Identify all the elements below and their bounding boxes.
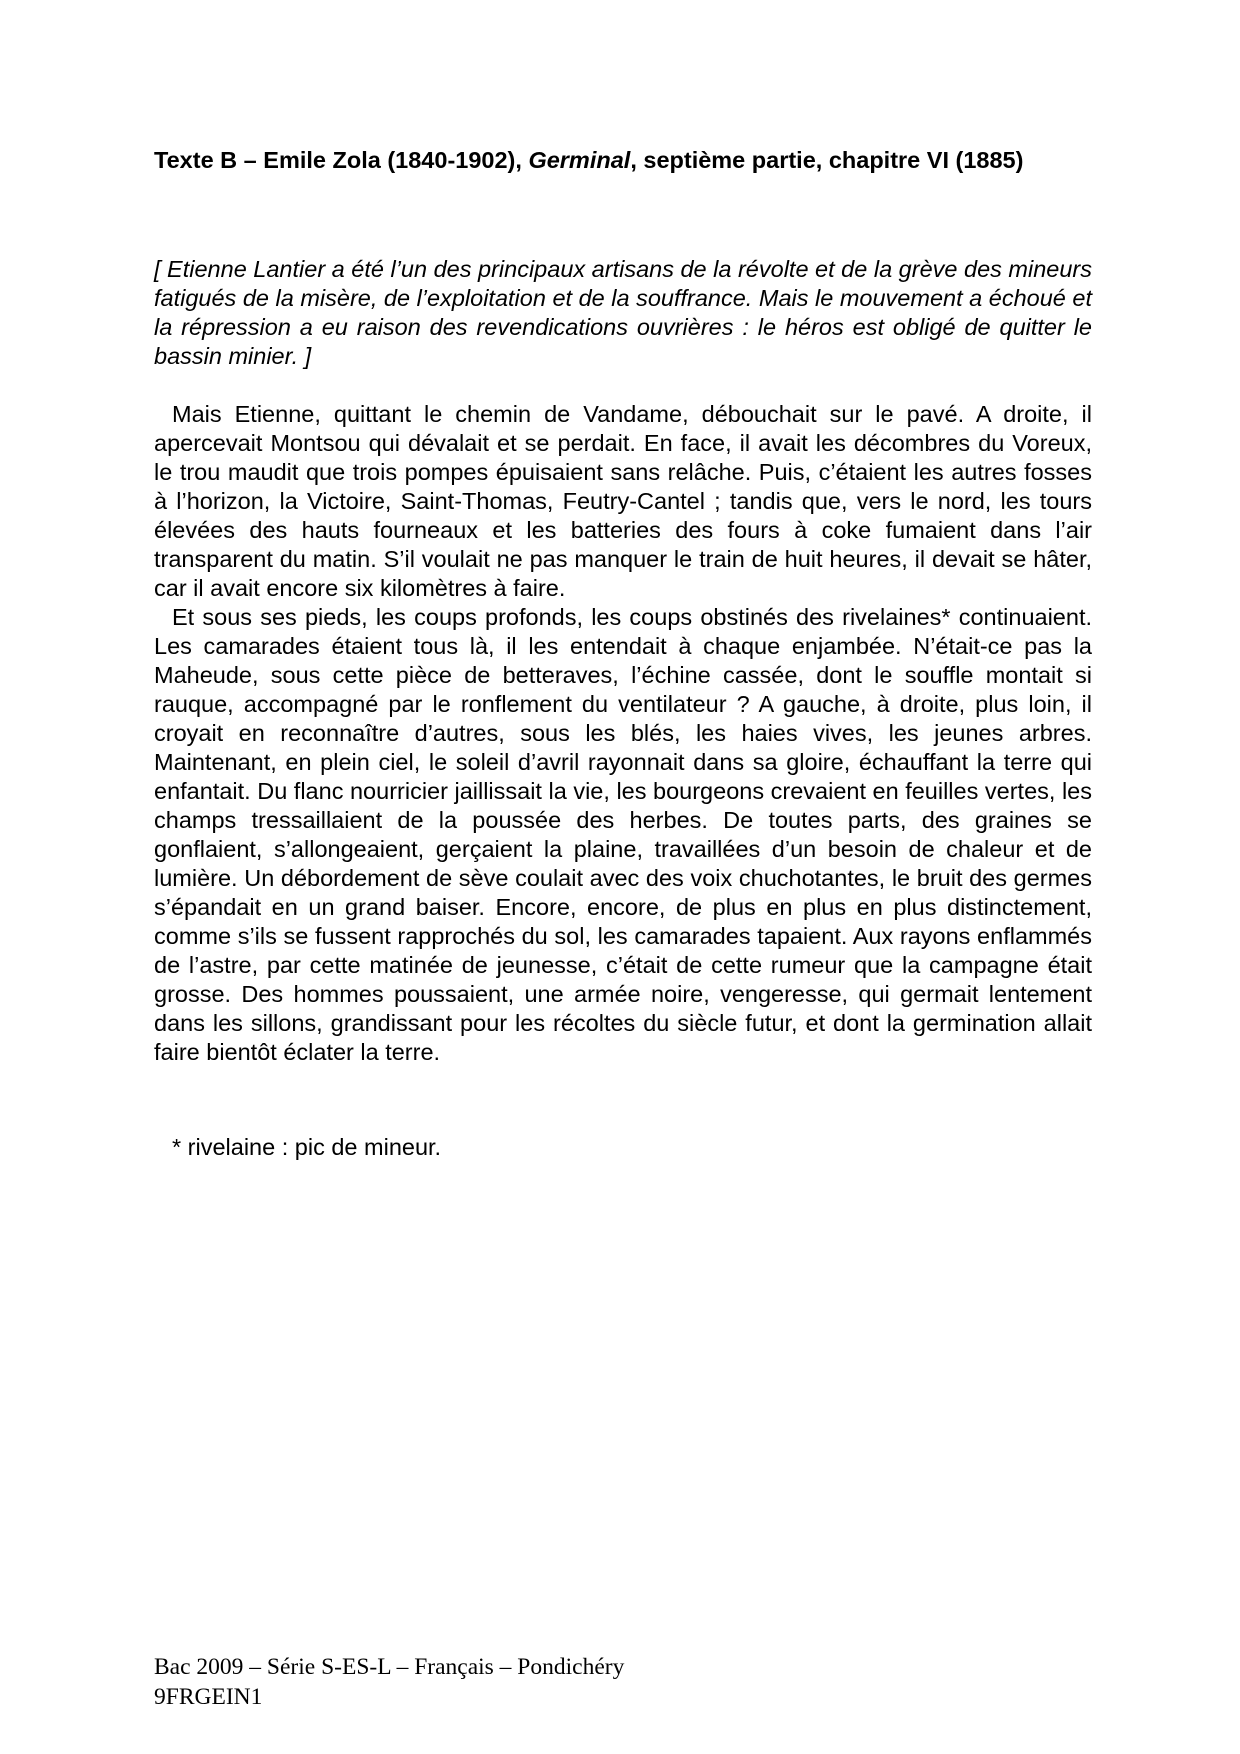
heading-prefix: Texte B – Emile Zola (1840-1902), — [154, 147, 529, 173]
document-body — [154, 146, 1092, 1162]
document-heading — [154, 146, 1092, 175]
heading-suffix: , septième partie, chapitre VI (1885) — [630, 147, 1024, 173]
text-paragraph-1: Mais Etienne, quittant le chemin de Vandame, débouchait sur le pavé. A droite, il apercevait Montsou qui dévalait et se perdait. En face, il avait les décombres du Voreux, le trou maudit que trois pompes épuisaient sans relâche. Puis, c’étaient les autres fosses à l’horizon, la Victoire, Saint-Thomas, Feutry-Cantel ; tandis que, vers le nord, les tours élevées des hauts fourneaux et les batteries des fours à coke fumaient dans l’air transparent du matin. S’il voulait ne pas manquer le train de huit heures, il devait se hâter, car il avait encore six kilomètres à faire. — [154, 401, 1092, 601]
page-footer — [154, 1652, 624, 1712]
intro-paragraph: [ Etienne Lantier a été l’un des principaux artisans de la révolte et de la grève des mineurs fatigués de la misère, de l’exploitation et de la souffrance. Mais le mouvement a échoué et la répression a eu raison des revendications ouvrières : le héros est obligé de quitter le bassin minier. ] — [154, 256, 1092, 369]
footer-code: 9FRGEIN1 — [154, 1684, 263, 1710]
footer-exam-info: Bac 2009 – Série S-ES-L – Français – Pondichéry — [154, 1654, 625, 1680]
footnote: * rivelaine : pic de mineur. — [172, 1134, 442, 1160]
heading-work-title: Germinal — [528, 147, 631, 173]
text-paragraph-2: Et sous ses pieds, les coups profonds, les coups obstinés des rivelaines* continuaient. Les camarades étaient tous là, il les entendait à chaque enjambée. N’était-ce pas la Maheude, sous cette pièce de betteraves, l’échine cassée, dont le souffle montait si rauque, accompagné par le ronflement du ventilateur ? A gauche, à droite, plus loin, il croyait en reconnaître d’autres, sous les blés, les haies vives, les jeunes arbres. Maintenant, en plein ciel, le soleil d’avril rayonnait dans sa gloire, échauffant la terre qui enfantait. Du flanc nourricier jaillissait la vie, les bourgeons crevaient en feuilles vertes, les champs tressaillaient de la poussée des herbes. De toutes parts, des graines se gonflaient, s’allongeaient, gerçaient la plaine, travaillées d’un besoin de chaleur et de lumière. Un débordement de sève coulait avec des voix chuchotantes, le bruit des germes s’épandait en un grand baiser. Encore, encore, de plus en plus en plus distinctement, comme s’ils se fussent rapprochés du sol, les camarades tapaient. Aux rayons enflammés de l’astre, par cette matinée de jeunesse, c’était de cette rumeur que la campagne était grosse. Des hommes poussaient, une armée noire, vengeresse, qui germait lentement dans les sillons, grandissant pour les récoltes du siècle futur, et dont la germination allait faire bientôt éclater la terre. — [154, 604, 1092, 1065]
